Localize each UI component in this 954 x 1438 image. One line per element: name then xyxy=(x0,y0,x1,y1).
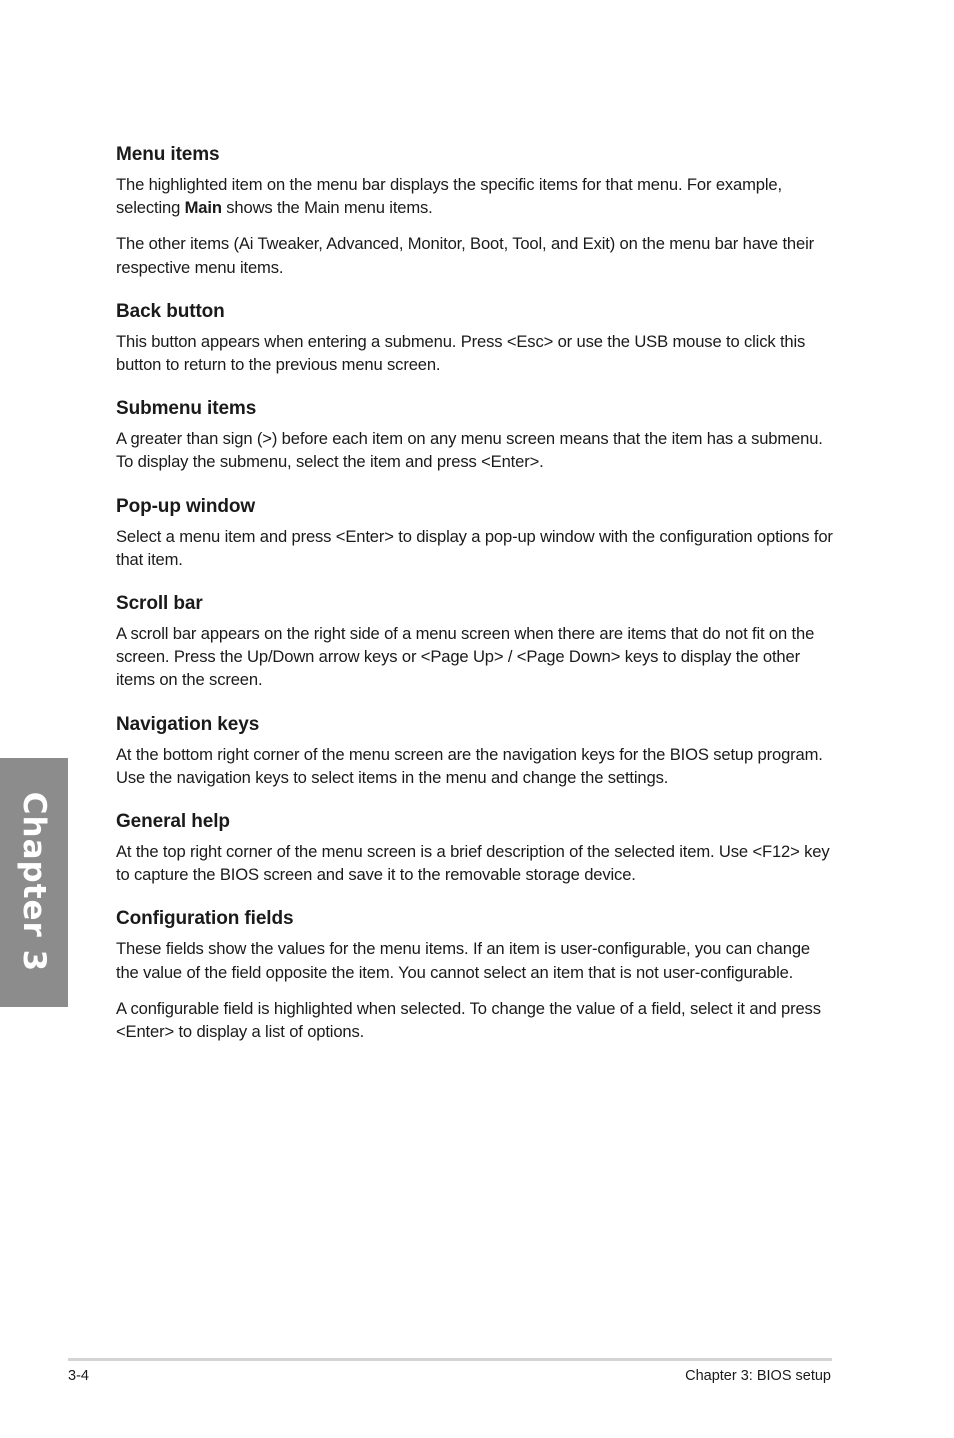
section-heading: Configuration fields xyxy=(116,908,294,930)
section-configuration-fields xyxy=(116,907,836,1043)
section-general-help xyxy=(116,810,836,886)
section-paragraph: A greater than sign (>) before each item on any menu screen means that the item has a submenu. To display the submenu, select the item and press <Enter>. xyxy=(116,429,823,472)
section-heading: Submenu items xyxy=(116,398,257,420)
section-paragraph: A scroll bar appears on the right side of a menu screen when there are items that do not fit on the screen. Press the Up/Down arrow keys or <Page Up> / <Page Down> keys to display the other items on the screen. xyxy=(116,624,815,690)
section-paragraph: A configurable field is highlighted when selected. To change the value of a field, select it and press <Enter> to display a list of options. xyxy=(116,998,821,1042)
section-heading: Back button xyxy=(116,300,225,322)
section-scroll-bar xyxy=(116,592,836,692)
section-back-button xyxy=(116,300,836,376)
page-number: 3-4 xyxy=(68,1368,89,1384)
section-paragraph: Select a menu item and press <Enter> to display a pop-up window with the configuration options for that item. xyxy=(116,526,833,569)
section-submenu-items xyxy=(116,397,836,473)
section-paragraph: The highlighted item on the menu bar displays the specific items for that menu. For example, selecting Main shows the Main menu items. xyxy=(116,175,782,218)
section-heading: Scroll bar xyxy=(116,593,203,615)
section-navigation-keys xyxy=(116,713,836,789)
section-heading: Pop-up window xyxy=(116,495,256,517)
chapter-tab xyxy=(0,758,68,1007)
footer-divider xyxy=(68,1358,832,1361)
section-heading: Navigation keys xyxy=(116,713,260,735)
section-paragraph: At the bottom right corner of the menu screen are the navigation keys for the BIOS setup program. Use the navigation keys to select items in the menu and change the settings. xyxy=(116,744,823,787)
section-paragraph: The other items (Ai Tweaker, Advanced, Monitor, Boot, Tool, and Exit) on the menu bar have their respective menu items. xyxy=(116,234,814,277)
section-paragraph: At the top right corner of the menu screen is a brief description of the selected item. Use <F12> key to capture the BIOS screen and save it to the removable storage device. xyxy=(116,842,830,885)
footer-chapter-title: Chapter 3: BIOS setup xyxy=(685,1368,831,1384)
section-popup-window xyxy=(116,495,836,571)
section-paragraph: These fields show the values for the menu items. If an item is user-configurable, you can change the value of the field opposite the item. You cannot select an item that is not user-configurable. xyxy=(116,939,810,982)
section-heading: Menu items xyxy=(116,144,220,165)
section-menu-items xyxy=(116,143,836,279)
chapter-tab-label: Chapter 3 xyxy=(16,791,52,973)
section-heading: General help xyxy=(116,811,230,833)
section-paragraph: This button appears when entering a submenu. Press <Esc> or use the USB mouse to click this button to return to the previous menu screen. xyxy=(116,331,806,375)
bold-term: Main xyxy=(184,198,222,218)
main-content xyxy=(116,143,836,1064)
